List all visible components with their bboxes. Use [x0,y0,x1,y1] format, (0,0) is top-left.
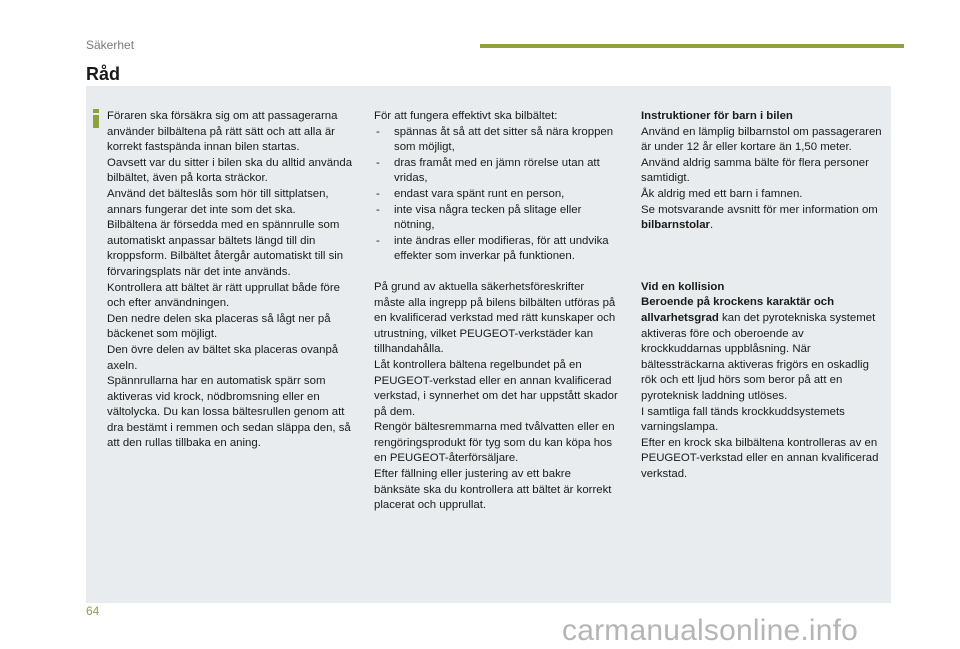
info-icon-bar [93,115,99,128]
paragraph: Åk aldrig med ett barn i famnen. [641,187,803,200]
list-item: - dras framåt med en jämn rörelse utan att vridas, [374,156,618,187]
collision-lead-text: kan det pyrotekniska systemet aktiveras före och oberoende av krockkuddarnas uppblåsning. När bältessträckarna aktiveras frigörs en oskadlig rök och ett ljud hörs som beror på att en pyroteknisk laddning utlöses. [641,311,876,402]
paragraph: Föraren ska försäkra sig om att passagerarna använder bilbältena på rätt sätt och att alla är korrekt fastspända innan bilen startas. [107,110,338,154]
header-rule [480,44,904,48]
collision-heading: Vid en kollision [641,280,725,293]
paragraph: Oavsett var du sitter i bilen ska du alltid använda bilbältet, även på korta sträckor. [107,156,353,185]
watermark: carmanualsonline.info [562,614,859,647]
info-icon [93,109,99,128]
paragraph: Efter en krock ska bilbältena kontrolleras av en PEUGEOT-verkstad eller en annan kvalificerad verkstad. [641,436,879,480]
paragraph: Rengör bältesremmarna med tvålvatten eller en rengöringsprodukt för tyg som du kan köpa hos en PEUGEOT-återförsäljare. [374,421,615,465]
paragraph: Den nedre delen ska placeras så lågt ner på bäckenet som möjligt. [107,312,331,341]
page-number: 64 [86,604,100,618]
paragraph: Spännrullarna har en automatisk spärr som aktiveras vid krock, nödbromsning eller en vältolycka. Du kan lossa bältesrullen genom att dra bestämt i remmen och sedan släppa den, så att den rullas tillbaka en aning. [107,375,351,450]
list-item: - endast vara spänt runt en person, [374,187,618,203]
spacer [641,234,887,280]
children-heading: Instruktioner för barn i bilen [641,110,793,122]
paragraph: Bilbältena är försedda med en spännrulle som automatiskt anpassar bältets längd till din kroppsform. Bilbältet återgår automatiskt till sin förvaringsplats när det inte används. [107,219,344,278]
paragraph: Kontrollera att bältet är rätt upprullat både före och efter användningen. [107,281,341,310]
child-seats-reference: bilbarnstolar [641,219,710,232]
see-more-text: Se motsvarande avsnitt för mer information om [641,203,878,216]
collision-lead-paragraph [641,295,887,404]
list-item: - inte ändras eller modifieras, för att undvika effekter som inverkar på funktionen. [374,234,618,265]
see-more-paragraph [641,203,887,234]
column-belt-function [374,109,618,514]
list-item: - spännas åt så att det sitter så nära kroppen som möjligt, [374,125,618,156]
spacer [374,265,618,280]
page-title: Råd [86,64,121,84]
collision-bold-lead: Beroende på krockens karaktär och allvarhetsgrad [641,296,835,324]
paragraph: Använd aldrig samma bälte för flera personer samtidigt. [641,156,869,185]
paragraph: Låt kontrollera bältena regelbundet på en PEUGEOT-verkstad eller en annan kvalificerad verkstad, i synnerhet om det har uppstått skador på dem. [374,358,618,418]
section-label: Säkerhet [86,38,135,52]
paragraph: Använd det bälteslås som hör till sittplatsen, annars fungerar det inte som det ska. [107,187,329,216]
requirement-list [374,125,618,265]
paragraph: I samtliga fall tänds krockkuddsystemets varningslampa. [641,405,845,434]
paragraph: På grund av aktuella säkerhetsföreskrifter måste alla ingrepp på bilens bilbälten utföras på en kvalificerad verkstad med rätt kunskaper och utrustning, vilket PEUGEOT-verkstäder kan tillhandahålla. [374,280,616,356]
bullet-intro: För att fungera effektivt ska bilbältet: [374,110,558,122]
paragraph: Den övre delen av bältet ska placeras ovanpå axeln. [107,343,339,372]
paragraph: Använd en lämplig bilbarnstol om passageraren är under 12 år eller kortare än 1,50 meter. [641,125,882,154]
see-more-suffix: . [710,219,714,232]
info-icon-dot [93,109,99,113]
list-item: - inte visa några tecken på slitage eller nötning, [374,203,618,234]
column-seatbelt-advice [107,109,355,452]
column-children-collision [641,109,887,482]
paragraph: Efter fällning eller justering av ett bakre bänksäte ska du kontrollera att bältet är korrekt placerat och upprullat. [374,468,612,512]
